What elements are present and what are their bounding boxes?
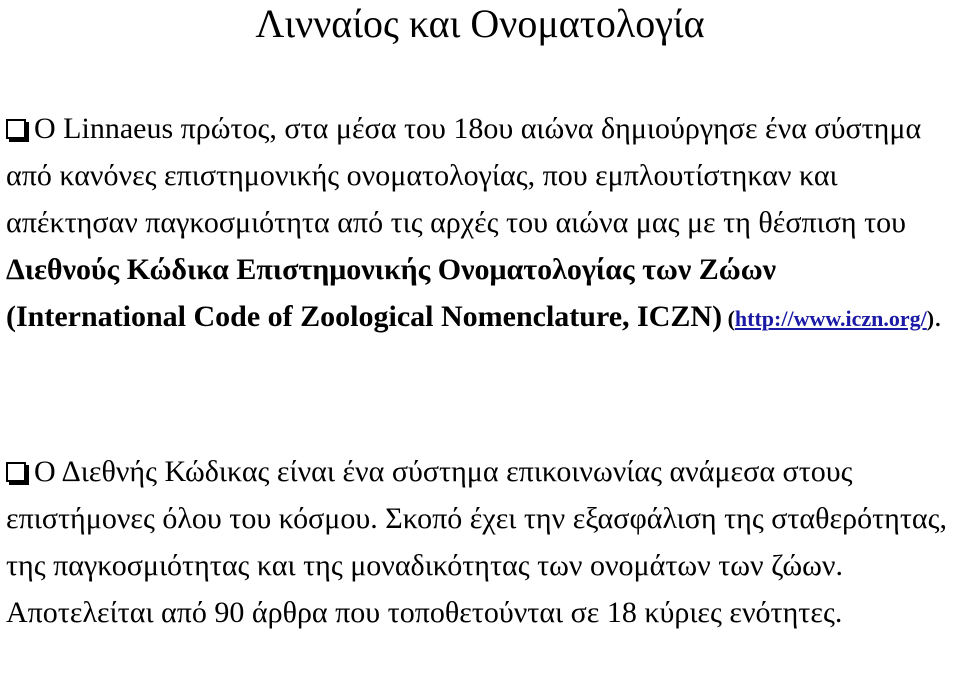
paragraph-linnaeus (6, 105, 956, 342)
paragraph-code-description (6, 448, 956, 636)
link-close-paren: ) (926, 306, 935, 331)
iczn-link[interactable]: http://www.iczn.org/ (734, 306, 927, 331)
paragraph-intro-text: O Linnaeus πρώτος, στα μέσα του 18ου αιώνα δημιούργησε ένα σύστημα από κανόνες επιστημονικής ονοματολογίας, που εμπλουτίστηκαν και απέκτησαν παγκοσμιότητα από τις αρχές του αιώνα μας με τη θέσπιση του (6, 112, 922, 239)
iczn-code-name: Διεθνούς Κώδικα Επιστημονικής Ονοματολογίας των Ζώων (International Code of Zoological Nomenclature, ICZN) (6, 253, 777, 333)
paragraph-end: . (934, 300, 942, 333)
checkbox-bullet-icon (6, 462, 26, 482)
paragraph-code-text: Ο Διεθνής Κώδικας είναι ένα σύστημα επικοινωνίας ανάμεσα στους επιστήμονες όλου του κόσμου. Σκοπό έχει την εξασφάλιση της σταθερότητας, της παγκοσμιότητας και της μοναδικότητας των ονομάτων των ζώων. Αποτελείται από 90 άρθρα που τοποθετούνται σε 18 κύριες ενότητες. (6, 455, 947, 629)
page-title: Λινναίος και Ονοματολογία (255, 1, 705, 46)
link-open-paren: ( (722, 306, 735, 331)
checkbox-bullet-icon (6, 119, 26, 139)
